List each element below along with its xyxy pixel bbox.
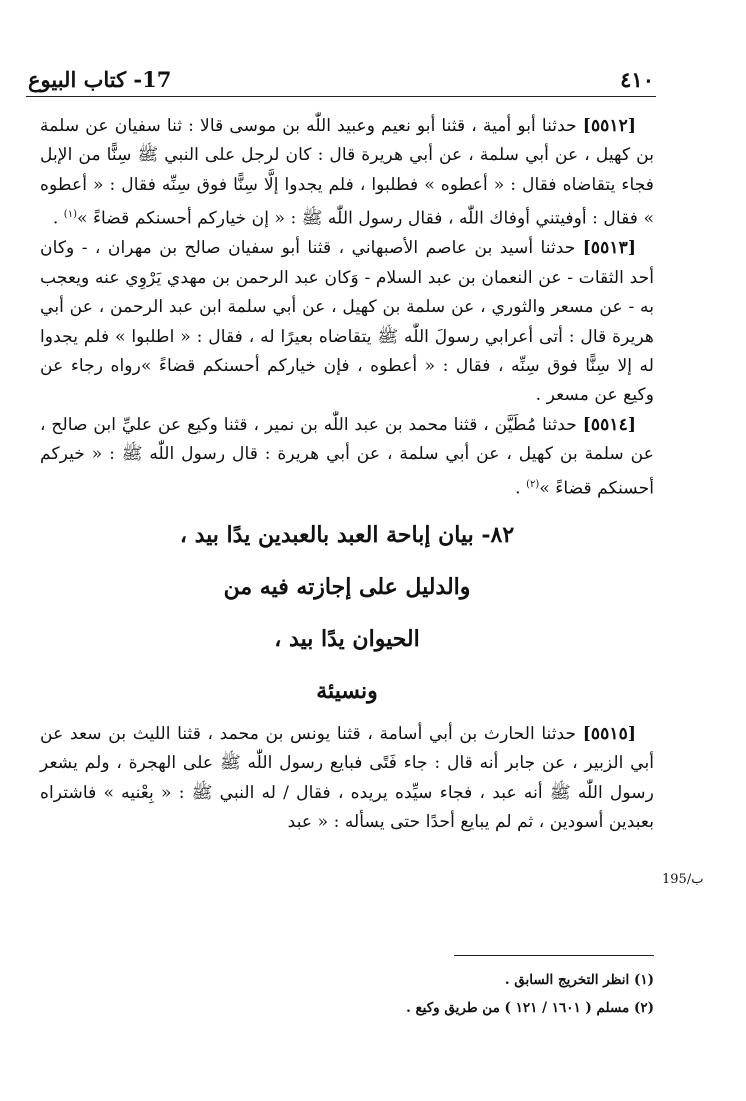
footnotes (40, 966, 654, 1022)
chapter-title: 17- كتاب البيوع (28, 67, 172, 92)
hadith-number: [٥٥١٥] (582, 723, 636, 744)
page-number: ٤١٠ (620, 67, 654, 92)
header-divider (26, 96, 656, 97)
footnote-divider (454, 955, 654, 956)
hadith-text: حدثنا الحارث بن أبي أسامة ، قثنا يونس بن محمد ، قثنا الليث بن سعد عن أبي الزبير ، عن جابر أنه قال : جاء فَتًى فبايع رسول اللّٰه ﷺ على الهجرة ، ولم يشعر رسول اللّٰه ﷺ أنه عبد ، فجاء سيِّده يريده ، فقال / له النبي ﷺ : « بِعْنيه » فاشتراه بعبدين أسودين ، ثم لم يبايع أحدًا حتى يسأله : « عبد (40, 723, 654, 832)
hadith-paragraph (40, 411, 654, 504)
footnote-ref: (٢) (526, 478, 540, 490)
hadith-text: حدثنا أبو أمية ، قثنا أبو نعيم وعبيد اللّٰه بن موسى قالا : ثنا سفيان عن سلمة بن كهيل ، عن أبي سلمة ، عن أبي هريرة قال : كان لرجل على النبي ﷺ سِنًّا من الإبل فجاء يتقاضاه فقال : « أعطوه » فطلبوا ، فلم يجدوا إلَّا سِنًّا فوق سِنِّه فقال : « أعطوه » فقال : أوفيتني أوفاك اللّٰه ، فقال رسول اللّٰه ﷺ : « إن خياركم أحسنكم قضاءً » (40, 116, 654, 229)
hadith-end: . (52, 208, 64, 229)
hadith-paragraph (40, 112, 654, 234)
footnote: (٢) مسلم ( ١٦٠١ / ١٢١ ) من طريق وكيع . (406, 1000, 654, 1016)
hadith-number: [٥٥١٤] (582, 414, 636, 435)
hadith-number: [٥٥١٣] (582, 238, 636, 259)
section-heading-line: ٨٢- بيان إباحة العبد بالعبدين يدًا بيد ، (179, 521, 515, 548)
hadith-text: حدثنا مُطَيَّن ، قثنا محمد بن عبد اللّٰه بن نمير ، قثنا وكيع عن عليِّ ابن صالح ، عن سلمة بن كهيل ، عن أبي سلمة ، عن أبي هريرة : قال رسول اللّٰه ﷺ : « خيركم أحسنكم قضاءً » (40, 414, 654, 499)
hadith-end: . (515, 478, 527, 499)
page-header (28, 58, 654, 92)
hadith-paragraph (40, 720, 654, 838)
section-heading-line: والدليل على إجازته فيه من (223, 573, 471, 600)
hadith-text: حدثنا أسيد بن عاصم الأصبهاني ، قثنا أبو سفيان صالح بن مهران ، - وكان أحد الثقات - عن النعمان بن عبد السلام - وَكان عبد الرحمن بن مهدي يَرْوِي عنه ويعجب به - عن مسعر والثوري ، عن سلمة بن كهيل ، عن أبي سلمة ابن عبد الرحمن ، عن أبي هريرة قال : أتى أعرابي رسولَ اللّٰه ﷺ يتقاضاه بعيرًا له ، فقال : « اطلبوا » فلم يجدوا له إلا سِنًّا فوق سِنِّه ، فقال : « أعطوه ، فإن خياركم أحسنكم قضاءً »رواه رجاء عن وكيع عن مسعر . (40, 238, 654, 406)
section-heading-line: ونسيئة (316, 677, 378, 704)
footnote: (١) انظر التخريج السابق . (504, 972, 654, 988)
section-heading (40, 512, 654, 714)
hadith-number: [٥٥١٢] (582, 116, 637, 136)
footnote-ref: (١) (63, 209, 77, 221)
manuscript-folio-note: 195/ب (662, 872, 704, 887)
hadith-paragraph (40, 234, 654, 410)
main-text (40, 112, 654, 837)
section-heading-line: الحيوان يدًا بيد ، (274, 625, 420, 652)
